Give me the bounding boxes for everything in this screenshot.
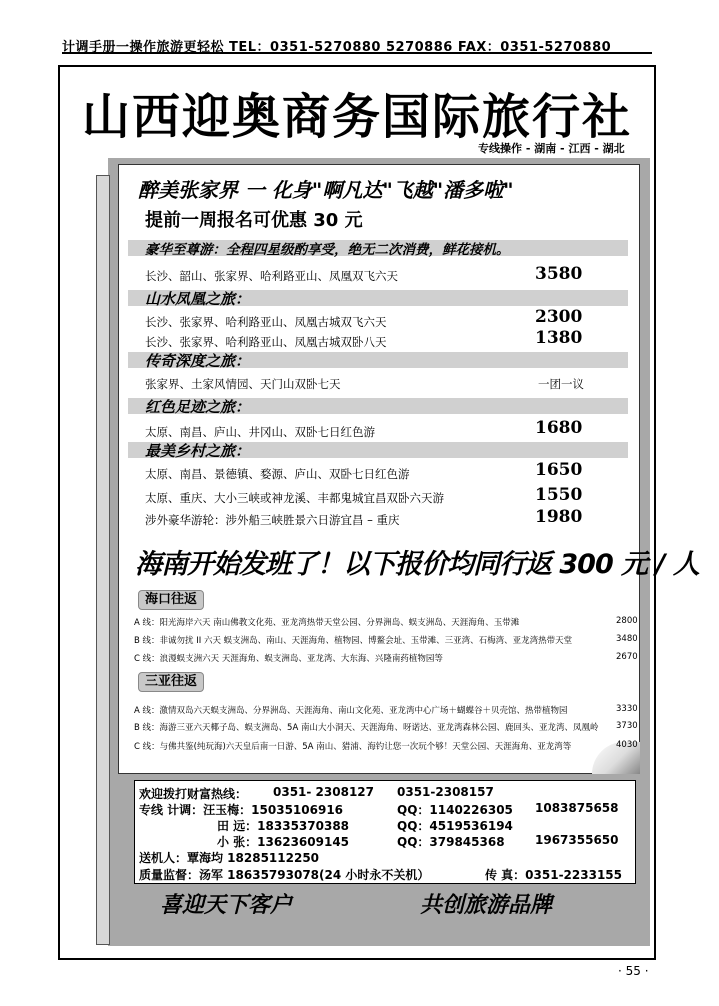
contact-line: 质量监督：汤军 18635793078(24 小时永不关机） [139,868,430,882]
sanya-price: 3730 [616,721,638,731]
route-price: 1650 [535,460,583,480]
haikou-tag: 海口往返 [138,590,204,610]
qq-number: 1967355650 [535,833,619,847]
contact-line: 专线 计调：汪玉梅：15035106916 [139,803,344,817]
haikou-price: 2670 [616,652,638,662]
qq-number: QQ：379845368 [397,835,505,849]
haikou-price: 2800 [616,616,638,626]
panel-edge [96,175,110,945]
agency-subtitle: 专线操作 - 湖南 - 江西 - 湖北 [478,142,625,155]
haikou-route: A 线：阳光海岸六天 南山佛教文化苑、亚龙湾热带天堂公园、分界洲岛、蜈支洲岛、天涯海角、玉带滩 [134,618,520,628]
sanya-price: 3330 [616,704,638,714]
sanya-route: B 线：海游三亚六天椰子岛、蜈支洲岛、5A 南山大小洞天、天涯海角、呀诺达、亚龙湾森林公园、鹿回头、亚龙湾、凤凰岭 [134,723,599,733]
route-price: 3580 [535,264,583,284]
section-heading: 山水凤凰之旅： [145,290,251,308]
slogan-left: 喜迎天下客户 [160,892,293,918]
route-text: 太原、南昌、庐山、井冈山、双卧七日红色游 [145,425,375,439]
sanya-route: A 线：激情双岛六天蜈支洲岛、分界洲岛、天涯海角、南山文化苑、亚龙湾中心广场＋蝴蝶谷＋贝壳馆、热带植物园 [134,706,568,716]
route-price: 1380 [535,328,583,348]
promo-title: 醉美张家界 一 化身"啊凡达"飞越"潘多啦" [138,178,514,202]
section-heading: 传奇深度之旅： [145,352,251,370]
route-text: 张家界、土家风情园、天门山双卧七天 [145,377,341,391]
contact-line: 小 张：13623609145 [217,835,350,849]
contact-box [134,780,636,884]
section-heading: 最美乡村之旅： [145,442,251,460]
sanya-tag: 三亚往返 [138,672,204,692]
route-price: 1680 [535,418,583,438]
haikou-price: 3480 [616,634,638,644]
qq-number: QQ：451953619​4 [397,819,513,833]
route-text: 涉外豪华游轮：涉外船三峡胜景六日游宜昌 – 重庆 [145,513,400,527]
header-contact-line: 计调手册一操作旅游更轻松 TEL：0351-5270880 5270886 FAX：0351-5270880 [62,40,612,55]
hainan-headline: 海南开始发班了！以下报价均同行返 300 元 / 人 [135,549,699,580]
promo-discount: 提前一周报名可优惠 30 元 [145,210,363,231]
fax-number: 传 真：0351-2233155 [485,868,623,882]
hotline-number: 0351-2308157 [397,785,494,799]
route-price: 2300 [535,307,583,327]
route-text: 长沙、张家界、哈利路亚山、凤凰古城双飞六天 [145,315,387,329]
route-price: 1550 [535,485,583,505]
contact-line: 送机人：覃海均 18285112250 [139,851,320,865]
slogan-right: 共创旅游品牌 [420,892,553,918]
page-number: · 55 · [618,964,649,978]
sanya-route: C 线：与佛共鉴(纯玩海)六天皇后南一日游、5A 南山、猎浦、海钓让您一次玩个够！天堂公园、天涯海角、亚龙湾等 [134,742,572,752]
qq-number: 1083875658 [535,801,619,815]
route-text: 长沙、韶山、张家界、哈利路亚山、凤凰双飞六天 [145,269,398,283]
route-price: 一团一议 [538,377,584,391]
haikou-route: C 线：浪漫蜈支洲六天 天涯海角、蜈支洲岛、亚龙湾、大东海、兴隆南药植物园等 [134,654,443,664]
route-price: 1980 [535,507,583,527]
section-heading: 豪华至尊游：全程四星级酌享受，绝无二次消费，鲜花接机。 [145,242,510,258]
section-heading: 红色足迹之旅： [145,398,251,416]
route-text: 长沙、张家界、哈利路亚山、凤凰古城双卧八天 [145,335,387,349]
route-text: 太原、重庆、大小三峡或神龙溪、丰都鬼城宜昌双卧六天游 [145,491,444,505]
hotline-label: 欢迎拨打财富热线： [139,787,248,801]
hotline-number: 0351- 2308127 [273,785,375,799]
agency-title: 山西迎奥商务国际旅行社 [81,89,632,145]
header-divider [62,52,652,54]
sanya-price: 4030 [616,740,638,750]
contact-line: 田 远：18335370388 [217,819,350,833]
haikou-route: B 线：非诚勿扰 II 六天 蜈支洲岛、南山、天涯海角、植物园、博鳌会址、玉带滩、三亚湾、石梅湾、亚龙湾热带天堂 [134,636,573,646]
qq-number: QQ：1140226305 [397,803,513,817]
route-text: 太原、南昌、景德镇、婺源、庐山、双卧七日红色游 [145,467,410,481]
